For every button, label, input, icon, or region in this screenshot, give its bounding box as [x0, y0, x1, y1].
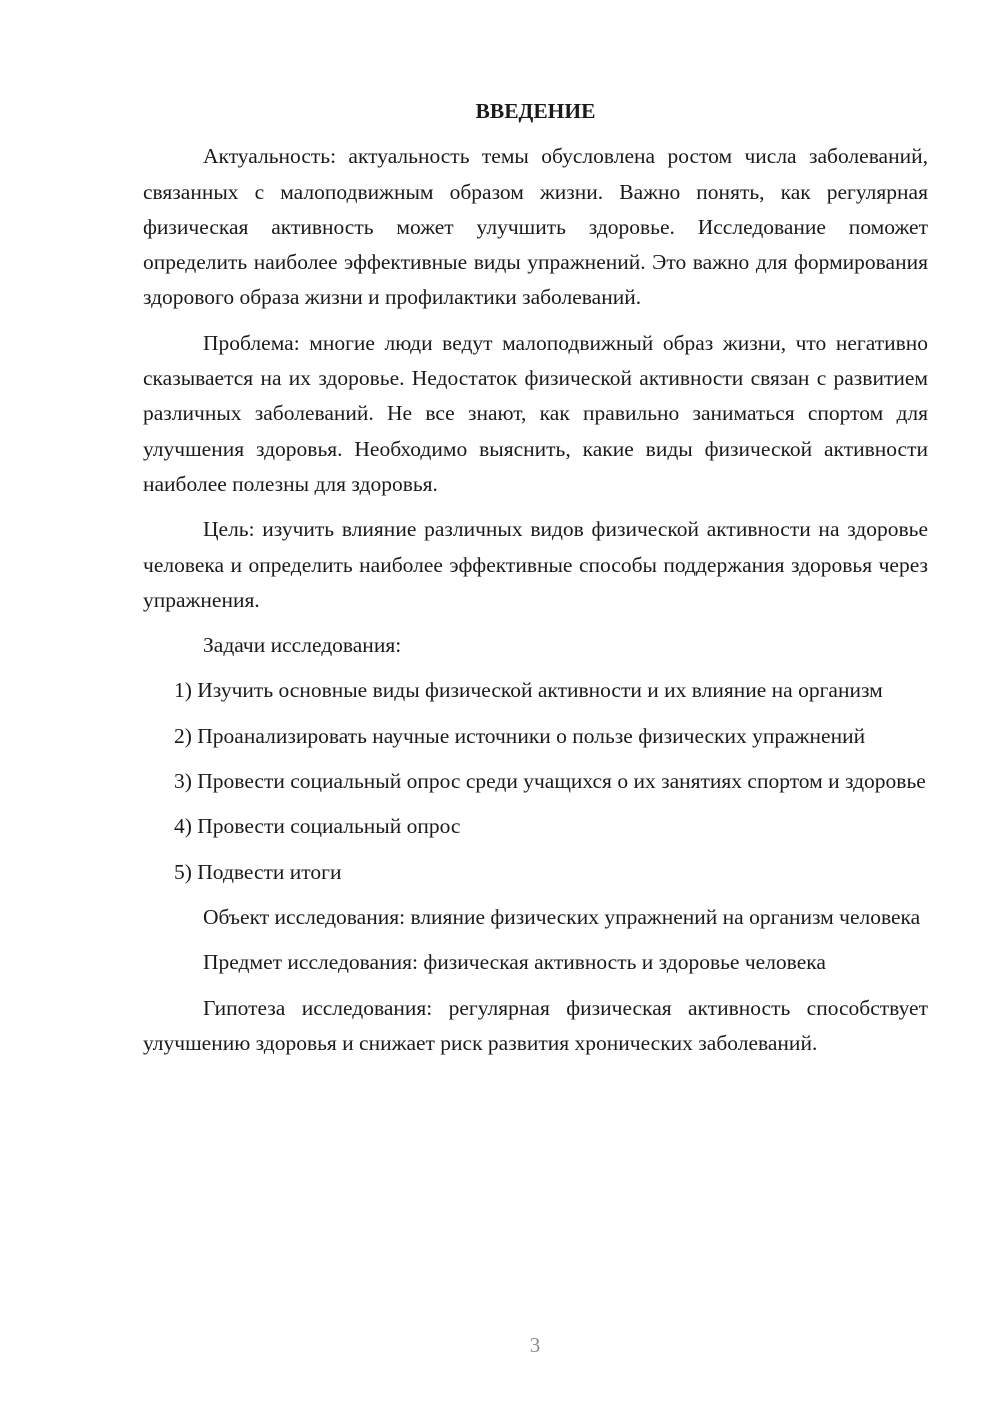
hypothesis-paragraph: Гипотеза исследования: регулярная физическая активность способствует улучшению здоровья и снижает риск развития хронических заболеваний.: [143, 995, 928, 1055]
relevance-paragraph: Актуальность: актуальность темы обусловлена ростом числа заболеваний, связанных с малоподвижным образом жизни. Важно понять, как регулярная физическая активность может улучшить здоровье. Исследование поможет определить наиболее эффективные виды упражнений. Это важно для формирования здорового образа жизни и профилактики заболеваний.: [143, 144, 928, 310]
subject-paragraph: Предмет исследования: физическая активность и здоровье человека: [203, 950, 826, 975]
object-paragraph: Объект исследования: влияние физических упражнений на организм человека: [203, 904, 921, 929]
page-number: 3: [529, 1333, 541, 1357]
goal-paragraph: Цель: изучить влияние различных видов физической активности на здоровье человека и определить наиболее эффективные способы поддержания здоровья через упражнения.: [143, 517, 928, 612]
task-item-3: 3) Провести социальный опрос среди учащихся о их занятиях спортом и здоровье: [174, 769, 926, 794]
task-item-5: 5) Подвести итоги: [174, 859, 342, 884]
tasks-heading: Задачи исследования:: [203, 633, 402, 658]
task-item-4: 4) Провести социальный опрос: [174, 814, 461, 839]
task-item-2: 2) Проанализировать научные источники о пользе физических упражнений: [174, 723, 866, 748]
page-content: [143, 94, 928, 1071]
section-heading: ВВЕДЕНИЕ: [475, 99, 596, 123]
task-item-1: 1) Изучить основные виды физической активности и их влияние на организм: [174, 678, 883, 703]
problem-paragraph: Проблема: многие люди ведут малоподвижный образ жизни, что негативно сказывается на их здоровье. Недостаток физической активности связан с развитием различных заболеваний. Не все знают, как правильно заниматься спортом для улучшения здоровья. Необходимо выяснить, какие виды физической активности наиболее полезны для здоровья.: [143, 330, 928, 496]
